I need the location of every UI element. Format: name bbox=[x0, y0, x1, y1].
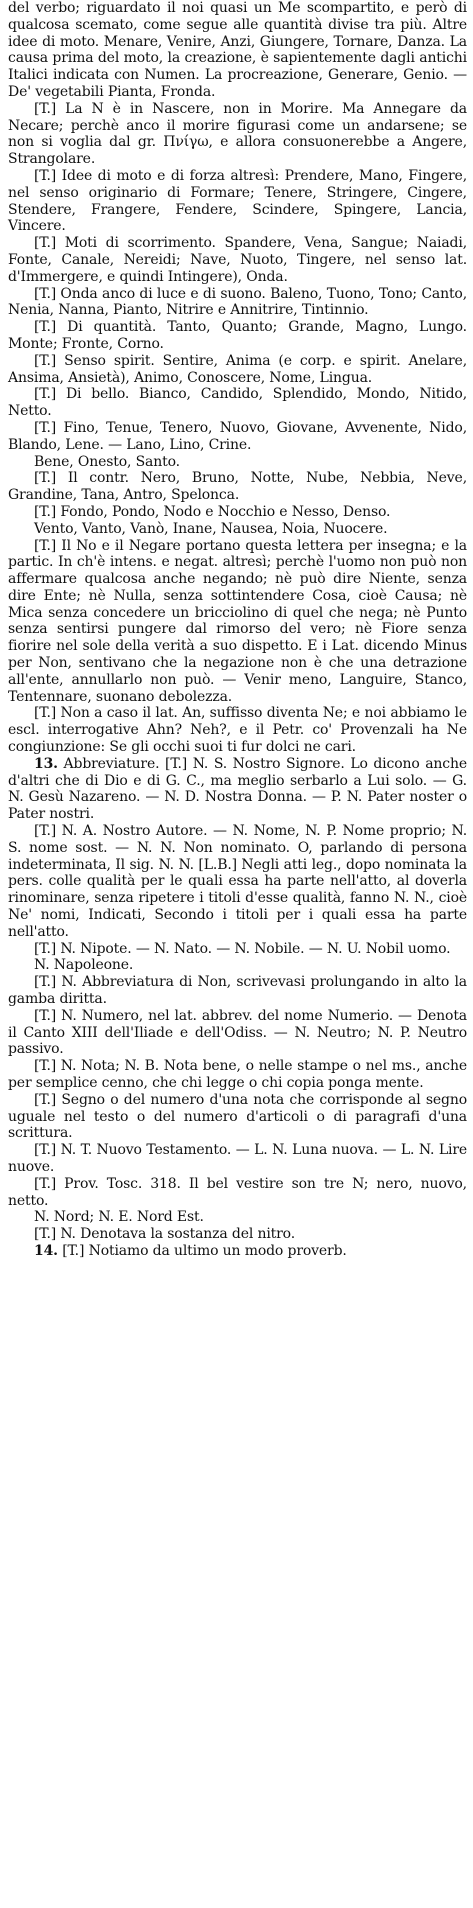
paragraph-nitro: [T.] N. Denotava la sostanza del nitro. bbox=[34, 1226, 295, 1243]
paragraph-scorrimento: [T.] Moti di scorrimento. Spandere, Vena, Sangue; Naiadi, Fonte, Canale, Nereidi; Nave, Nuoto, Tingere, nel senso lat. d'Immergere, e quindi Intingere), Onda. bbox=[8, 235, 467, 285]
paragraph-verbo: del verbo; riguardato il noi quasi un Me scompartito, e però di qualcosa scemato, come segue alle quantità divise tra più. Altre idee di moto. Menare, Venire, Anzi, Giungere, Tornare, Danza. La causa prima del moto, la creazione, è sapientemente dagli antichi Italici indicata con Numen. La procreazione, Generare, Genio. — De' vegetabili Pianta, Fronda. bbox=[8, 0, 467, 100]
paragraph-bene: Bene, Onesto, Santo. bbox=[34, 453, 180, 470]
paragraph-segno: [T.] Segno o del numero d'una nota che corrisponde al segno uguale nel testo o del numero d'articoli o di paragrafi d'una scrittura. bbox=[8, 1091, 467, 1142]
paragraph-senso-spirit: [T.] Senso spirit. Sentire, Anima (e corp. e spirit. Anelare, Ansima, Ansietà), Animo, Conoscere, Nome, Lingua. bbox=[8, 352, 467, 386]
paragraph-an-ne: [T.] Non a caso il lat. An, suffisso diventa Ne; e noi abbiamo le escl. interrogative Ahn? Neh?, e il Petr. co' Provenzali ha Ne congiunzione: Se gli occhi suoi ti fur dolci ne cari. bbox=[8, 705, 467, 756]
paragraph-nascere: [T.] La N è in Nascere, non in Morire. Ma Annegare da Necare; perchè anco il morire figurasi come un andarsene; se non si voglia dal gr. Πνίγω, e allora consuonerebbe a Angere, Strangolare. bbox=[8, 100, 467, 168]
section-13-text: Abbreviature. [T.] N. S. Nostro Signore. Lo dicono anche d'altri che di Dio e di G. C., ma meglio serbarlo a Lui solo. — G. N. Gesù Nazareno. — N. D. Nostra Donna. — P. N. Pater noster o Pater nostri. bbox=[8, 755, 467, 823]
paragraph-luce-suono: [T.] Onda anco di luce e di suono. Baleno, Tuono, Tono; Canto, Nenia, Nanna, Pianto, Nitrire e Annitrire, Tintinnio. bbox=[8, 285, 467, 319]
paragraph-nostro-autore: [T.] N. A. Nostro Autore. — N. Nome, N. P. Nome proprio; N. S. nome sost. — N. N. Non nominato. O, parlando di persona indeterminata, Il sig. N. N. [L.B.] Negli atti leg., dopo nominata la pers. colle qualità per le quali essa ha parte nell'atto, al doverla rinominare, senza ripetere i titoli d'esse qualità, fanno N. N., cioè Ne' nomi, Indicati, Secondo i titoli per i quali essa ha parte nell'atto. bbox=[8, 823, 467, 940]
paragraph-moto-forza: [T.] Idee di moto e di forza altresì: Prendere, Mano, Fingere, nel senso originario di Formare; Tenere, Stringere, Cingere, Stendere, Frangere, Fendere, Scindere, Spingere, Lancia, Vincere. bbox=[8, 167, 467, 235]
section-14-text: [T.] Notiamo da ultimo un modo proverb. bbox=[62, 1242, 347, 1259]
paragraph-vento: Vento, Vanto, Vanò, Inane, Nausea, Noia, Nuocere. bbox=[34, 520, 388, 537]
paragraph-fino: [T.] Fino, Tenue, Tenero, Nuovo, Giovane, Avvenente, Nido, Blando, Lene. — Lano, Lino, Crine. bbox=[8, 419, 467, 453]
paragraph-abbreviatura-non: [T.] N. Abbreviatura di Non, scrivevasi prolungando in alto la gamba diritta. bbox=[8, 974, 467, 1008]
section-number-13: 13. bbox=[34, 755, 58, 772]
paragraph-nota: [T.] N. Nota; N. B. Nota bene, o nelle stampe o nel ms., anche per semplice cenno, che chi legge o chi copia ponga mente. bbox=[8, 1058, 467, 1091]
paragraph-section-14 bbox=[8, 1243, 467, 1260]
paragraph-bello: [T.] Di bello. Bianco, Candido, Splendido, Mondo, Nitido, Netto. bbox=[8, 386, 467, 420]
paragraph-napoleone: N. Napoleone. bbox=[34, 957, 134, 974]
paragraph-fondo: [T.] Fondo, Pondo, Nodo e Nocchio e Nesso, Denso. bbox=[34, 503, 391, 520]
section-number-14: 14. bbox=[34, 1242, 58, 1259]
paragraph-nord: N. Nord; N. E. Nord Est. bbox=[34, 1209, 204, 1226]
paragraph-proverbio: [T.] Prov. Tosc. 318. Il bel vestire son tre N; nero, nuovo, netto. bbox=[8, 1175, 467, 1209]
paragraph-nipote: [T.] N. Nipote. — N. Nato. — N. Nobile. — N. U. Nobil uomo. bbox=[34, 940, 451, 957]
paragraph-numero: [T.] N. Numero, nel lat. abbrev. del nome Numerio. — Denota il Canto XIII dell'Iliade e dell'Odiss. — N. Neutro; N. P. Neutro passivo. bbox=[8, 1007, 467, 1058]
paragraph-section-13 bbox=[8, 756, 467, 823]
paragraph-quantita: [T.] Di quantità. Tanto, Quanto; Grande, Magno, Lungo. Monte; Fronte, Corno. bbox=[8, 319, 467, 352]
paragraph-contrario: [T.] Il contr. Nero, Bruno, Notte, Nube, Nebbia, Neve, Grandine, Tana, Antro, Spelonca. bbox=[8, 470, 467, 504]
paragraph-nuovo-testamento: [T.] N. T. Nuovo Testamento. — L. N. Luna nuova. — L. N. Lire nuove. bbox=[8, 1142, 467, 1175]
paragraph-negare: [T.] Il No e il Negare portano questa lettera per insegna; e la partic. In ch'è intens. e negat. altresì; perchè l'uomo non può non affermare qualcosa anche negando; nè può dire Niente, senza dire Ente; nè Nulla, senza sottintendere Cosa, cioè Causa; nè Mica senza concedere un bricciolino di quel che nega; nè Punto senza sentirsi pungere dal rimorso del vero; nè Fiore senza fiorire nel sole della verità a suo dispetto. E i Lat. dicendo Minus per Non, sentivano che la negazione non è che una detrazione all'ente, annullarlo non può. — Venir meno, Languire, Stanco, Tentennare, suonano debolezza. bbox=[8, 537, 467, 705]
